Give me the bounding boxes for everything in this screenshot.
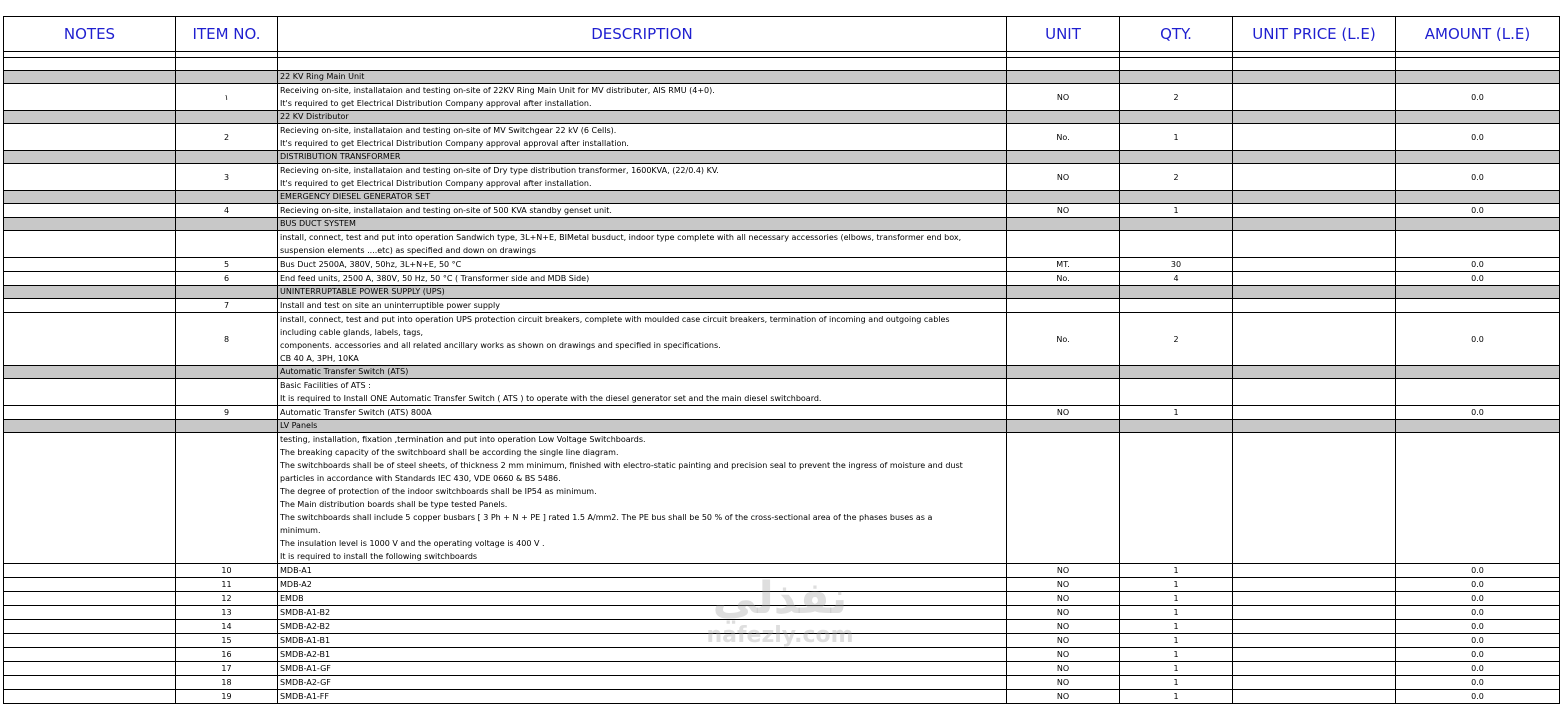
cell-qty: 1 [1120,204,1233,218]
cell-item [176,58,278,71]
cell-unit: No. [1007,313,1120,366]
cell-qty: 2 [1120,313,1233,366]
cell-unit [1007,433,1120,564]
cell-price [1233,71,1396,84]
cell-unit-price [1233,272,1396,286]
table-row [4,592,1560,606]
cell-item [176,420,278,433]
cell-item-no: 2 [176,124,278,151]
cell-item-no: 16 [176,648,278,662]
cell-price [1233,420,1396,433]
cell-amount: 0.0 [1396,204,1560,218]
table-body [4,52,1560,704]
cell-unit [1007,231,1120,258]
cell-item-no: 3 [176,164,278,191]
cell-qty: 1 [1120,406,1233,420]
cell-notes [4,564,176,578]
cell-unit-price [1233,164,1396,191]
description-line: install, connect, test and put into operation Sandwich type, 3L+N+E, BIMetal busduct, indoor type complete with all necessary accessories (elbows, transformer end box, [280,233,962,242]
cell-description [278,620,1007,634]
cell-notes [4,620,176,634]
bill-of-quantities-table [3,16,1560,704]
table-row [4,164,1560,191]
cell-amount: 0.0 [1396,690,1560,704]
cell-description [278,313,1007,366]
cell-notes [4,231,176,258]
cell-unit [1007,379,1120,406]
cell-item [176,111,278,124]
cell-notes [4,433,176,564]
cell-unit-price [1233,433,1396,564]
table-row [4,662,1560,676]
cell-unit-price [1233,690,1396,704]
description-line: The degree of protection of the indoor switchboards shall be IP54 as minimum. [280,487,597,496]
cell-amount [1396,151,1560,164]
description-line: Automatic Transfer Switch (ATS) 800A [280,408,432,417]
cell-unit-price [1233,124,1396,151]
cell-unit [1007,366,1120,379]
cell-item [176,71,278,84]
cell-unit-price [1233,662,1396,676]
cell-notes [4,218,176,231]
cell-description [278,299,1007,313]
cell-unit [1007,111,1120,124]
cell-qty [1120,299,1233,313]
table-row [4,299,1560,313]
header-item-no: ITEM NO. [176,17,278,52]
cell-amount [1396,420,1560,433]
table-row [4,620,1560,634]
cell-notes [4,286,176,299]
cell-price [1233,218,1396,231]
cell-amount [1396,231,1560,258]
cell-amount [1396,299,1560,313]
cell-description [278,662,1007,676]
cell-item-no: 19 [176,690,278,704]
cell-description [278,676,1007,690]
description-line: It is required to install the following switchboards [280,552,478,561]
description-line: minimum. [280,526,321,535]
cell-unit-price [1233,676,1396,690]
cell-unit: NO [1007,620,1120,634]
table-row [4,433,1560,564]
cell-unit: NO [1007,690,1120,704]
cell-item-no: ١ [176,84,278,111]
table-row [4,690,1560,704]
cell-qty: 1 [1120,690,1233,704]
cell-qty: 1 [1120,592,1233,606]
cell-unit [1007,71,1120,84]
cell-notes [4,58,176,71]
cell-unit: NO [1007,634,1120,648]
cell-amount: 0.0 [1396,662,1560,676]
cell-description [278,124,1007,151]
description-line: EMDB [280,594,304,603]
cell-qty [1120,218,1233,231]
description-line: particles in accordance with Standards IEC 430, VDE 0660 & BS 5486. [280,474,561,483]
cell-unit: NO [1007,204,1120,218]
cell-price [1233,366,1396,379]
cell-notes [4,151,176,164]
table-row [4,258,1560,272]
cell-notes [4,648,176,662]
cell-qty [1120,151,1233,164]
table-row [4,676,1560,690]
description-line: It's required to get Electrical Distribution Company approval after installation. [280,179,592,188]
cell-qty: 4 [1120,272,1233,286]
table-row [4,578,1560,592]
cell-unit: No. [1007,272,1120,286]
table-row [4,379,1560,406]
cell-amount [1396,366,1560,379]
cell-description [278,690,1007,704]
cell-qty [1120,231,1233,258]
header-unit-price: UNIT PRICE (L.E) [1233,17,1396,52]
cell-unit: No. [1007,124,1120,151]
cell-description [278,258,1007,272]
cell-qty: 1 [1120,578,1233,592]
section-row [4,111,1560,124]
cell-unit-price [1233,620,1396,634]
cell-item-no: 8 [176,313,278,366]
cell-notes [4,379,176,406]
cell-amount [1396,379,1560,406]
cell-unit: NO [1007,578,1120,592]
cell-unit: NO [1007,592,1120,606]
description-line: testing, installation, fixation ,termination and put into operation Low Voltage Switchboards. [280,435,646,444]
cell-qty: 1 [1120,634,1233,648]
cell-price [1233,191,1396,204]
cell-amount: 0.0 [1396,578,1560,592]
cell-qty [1120,111,1233,124]
description-line: Basic Facilities of ATS : [280,381,371,390]
description-line: It is required to Install ONE Automatic Transfer Switch ( ATS ) to operate with the diesel generator set and the main diesel switchboard. [280,394,822,403]
description-line: The Main distribution boards shall be type tested Panels. [280,500,508,509]
cell-qty: 30 [1120,258,1233,272]
cell-item-no: 14 [176,620,278,634]
description-line: suspension elements ....etc) as specified and down on drawings [280,246,536,255]
cell-qty [1120,379,1233,406]
cell-unit: NO [1007,648,1120,662]
cell-unit [1007,420,1120,433]
cell-amount: 0.0 [1396,564,1560,578]
table-row [4,272,1560,286]
description-line: It's required to get Electrical Distribution Company approval after installation. [280,99,592,108]
cell-item-no: 15 [176,634,278,648]
section-row [4,366,1560,379]
section-title: EMERGENCY DIESEL GENERATOR SET [278,191,1007,204]
cell-description [278,406,1007,420]
cell-price [1233,58,1396,71]
cell-desc [278,58,1007,71]
blank-row [4,58,1560,71]
cell-notes [4,420,176,433]
cell-notes [4,84,176,111]
description-line: The breaking capacity of the switchboard shall be according the single line diagram. [280,448,619,457]
cell-qty: 1 [1120,564,1233,578]
cell-unit-price [1233,406,1396,420]
cell-notes [4,111,176,124]
cell-description [278,578,1007,592]
cell-qty [1120,191,1233,204]
cell-description [278,164,1007,191]
cell-unit-price [1233,606,1396,620]
cell-description [278,204,1007,218]
description-line: components. accessories and all related ancillary works as shown on drawings and specified in specifications. [280,341,721,350]
description-line: SMDB-A1-B1 [280,636,331,645]
cell-qty [1120,420,1233,433]
header-description: DESCRIPTION [278,17,1007,52]
cell-item-no [176,231,278,258]
cell-unit [1007,191,1120,204]
cell-description [278,84,1007,111]
description-line: MDB-A1 [280,566,312,575]
description-line: Recieving on-site, installataion and testing on-site of 500 KVA standby genset unit. [280,206,612,215]
cell-qty [1120,433,1233,564]
cell-amount [1396,286,1560,299]
cell-unit: NO [1007,84,1120,111]
cell-amount [1396,111,1560,124]
description-line: SMDB-A2-GF [280,678,331,687]
cell-amount [1396,433,1560,564]
description-line: It's required to get Electrical Distribution Company approval approval after installation. [280,139,629,148]
cell-unit-price [1233,564,1396,578]
cell-unit-price [1233,299,1396,313]
cell-price [1233,286,1396,299]
table-row [4,648,1560,662]
cell-qty: 1 [1120,124,1233,151]
description-line: End feed units, 2500 A, 380V, 50 Hz, 50 °C ( Transformer side and MDB Side) [280,274,590,283]
section-title: BUS DUCT SYSTEM [278,218,1007,231]
cell-qty: 1 [1120,662,1233,676]
cell-notes [4,191,176,204]
cell-qty: 1 [1120,620,1233,634]
cell-amount: 0.0 [1396,406,1560,420]
cell-notes [4,272,176,286]
cell-description [278,648,1007,662]
cell-description [278,592,1007,606]
cell-notes [4,366,176,379]
cell-item-no: 11 [176,578,278,592]
cell-qty: 1 [1120,648,1233,662]
cell-notes [4,406,176,420]
cell-qty: 2 [1120,84,1233,111]
cell-amount [1396,71,1560,84]
cell-unit: NO [1007,676,1120,690]
description-line: Bus Duct 2500A, 380V, 50hz, 3L+N+E, 50 °C [280,260,462,269]
cell-unit [1007,286,1120,299]
table-row [4,564,1560,578]
cell-amount: 0.0 [1396,272,1560,286]
cell-amount: 0.0 [1396,84,1560,111]
cell-amount: 0.0 [1396,648,1560,662]
cell-unit [1007,299,1120,313]
cell-description [278,634,1007,648]
description-line: SMDB-A2-B2 [280,622,331,631]
cell-description [278,606,1007,620]
cell-amount: 0.0 [1396,313,1560,366]
cell-notes [4,592,176,606]
description-line: Recieving on-site, installataion and testing on-site of MV Switchgear 22 kV (6 Cells). [280,126,617,135]
description-line: Recieving on-site, installataion and testing on-site of Dry type distribution transformer, 1600KVA, (22/0.4) KV. [280,166,719,175]
cell-unit: NO [1007,164,1120,191]
cell-item-no: 7 [176,299,278,313]
section-title: DISTRIBUTION TRANSFORMER [278,151,1007,164]
description-line: The switchboards shall include 5 copper busbars [ 3 Ph + N + PE ] rated 1.5 A/mm2. The PE bus shall be 50 % of the cross-sectional area of the phases buses as a [280,513,933,522]
description-line: SMDB-A1-GF [280,664,331,673]
cell-notes [4,258,176,272]
cell-notes [4,662,176,676]
cell-notes [4,124,176,151]
cell-price [1233,111,1396,124]
cell-item [176,191,278,204]
cell-item-no [176,433,278,564]
cell-unit-price [1233,313,1396,366]
cell-notes [4,299,176,313]
cell-qty [1120,58,1233,71]
cell-description [278,433,1007,564]
cell-amount: 0.0 [1396,634,1560,648]
cell-unit-price [1233,258,1396,272]
cell-unit-price [1233,648,1396,662]
cell-unit-price [1233,204,1396,218]
description-line: MDB-A2 [280,580,312,589]
header-amount: AMOUNT (L.E) [1396,17,1560,52]
cell-item-no: 17 [176,662,278,676]
cell-qty: 2 [1120,164,1233,191]
cell-item-no: 18 [176,676,278,690]
cell-amount [1396,218,1560,231]
cell-unit [1007,151,1120,164]
cell-qty: 1 [1120,676,1233,690]
cell-item-no: 10 [176,564,278,578]
section-title: 22 KV Ring Main Unit [278,71,1007,84]
section-row [4,420,1560,433]
cell-item-no: 4 [176,204,278,218]
header-unit: UNIT [1007,17,1120,52]
description-line: Install and test on site an uninterruptible power supply [280,301,500,310]
cell-unit-price [1233,592,1396,606]
description-line: SMDB-A1-B2 [280,608,331,617]
cell-amount: 0.0 [1396,592,1560,606]
cell-unit [1007,58,1120,71]
cell-item [176,218,278,231]
cell-notes [4,606,176,620]
section-title: LV Panels [278,420,1007,433]
cell-notes [4,164,176,191]
table-row [4,606,1560,620]
cell-item [176,286,278,299]
cell-notes [4,676,176,690]
cell-qty: 1 [1120,606,1233,620]
header-notes: NOTES [4,17,176,52]
description-line: Receiving on-site, installataion and testing on-site of 22KV Ring Main Unit for MV distributer, AIS RMU (4+0). [280,86,715,95]
description-line: SMDB-A1-FF [280,692,329,701]
cell-amount [1396,58,1560,71]
cell-description [278,379,1007,406]
cell-description [278,231,1007,258]
cell-notes [4,634,176,648]
cell-notes [4,204,176,218]
section-row [4,191,1560,204]
cell-unit: NO [1007,606,1120,620]
cell-qty [1120,366,1233,379]
table-row [4,313,1560,366]
section-row [4,218,1560,231]
section-row [4,286,1560,299]
cell-amount: 0.0 [1396,124,1560,151]
table-row [4,84,1560,111]
cell-amount [1396,191,1560,204]
cell-unit [1007,218,1120,231]
cell-notes [4,71,176,84]
section-row [4,151,1560,164]
cell-item [176,151,278,164]
cell-qty [1120,71,1233,84]
header-qty: QTY. [1120,17,1233,52]
cell-notes [4,578,176,592]
cell-item-no: 13 [176,606,278,620]
cell-amount: 0.0 [1396,676,1560,690]
cell-item-no: 6 [176,272,278,286]
cell-description [278,564,1007,578]
watermark-latin: nafezly.com [706,623,854,648]
cell-item-no: 12 [176,592,278,606]
watermark-arabic: نفذلي [712,573,848,624]
section-row [4,71,1560,84]
table-row [4,231,1560,258]
description-line: The switchboards shall be of steel sheets, of thickness 2 mm minimum, finished with electro-static painting and precision seal to prevent the ingress of moisture and dust [280,461,963,470]
cell-unit-price [1233,634,1396,648]
cell-unit: NO [1007,564,1120,578]
cell-description [278,272,1007,286]
description-line: including cable glands, labels, tags, [280,328,424,337]
table-row [4,634,1560,648]
cell-unit: NO [1007,406,1120,420]
table-row [4,124,1560,151]
cell-amount: 0.0 [1396,164,1560,191]
cell-qty [1120,286,1233,299]
table-row [4,406,1560,420]
section-title: UNINTERRUPTABLE POWER SUPPLY (UPS) [278,286,1007,299]
cell-item-no: 9 [176,406,278,420]
section-title: Automatic Transfer Switch (ATS) [278,366,1007,379]
description-line: install, connect, test and put into operation UPS protection circuit breakers, complete with moulded case circuit breakers, termination of incoming and outgoing cables [280,315,950,324]
cell-unit-price [1233,231,1396,258]
cell-unit: MT. [1007,258,1120,272]
cell-notes [4,690,176,704]
cell-amount: 0.0 [1396,620,1560,634]
cell-unit-price [1233,578,1396,592]
description-line: The insulation level is 1000 V and the operating voltage is 400 V . [280,539,545,548]
description-line: CB 40 A, 3PH, 10KA [280,354,359,363]
cell-item-no [176,379,278,406]
cell-unit-price [1233,84,1396,111]
cell-amount: 0.0 [1396,258,1560,272]
header-row [4,17,1560,52]
cell-unit: NO [1007,662,1120,676]
section-title: 22 KV Distributor [278,111,1007,124]
cell-item [176,366,278,379]
cell-amount: 0.0 [1396,606,1560,620]
cell-price [1233,151,1396,164]
table-row [4,204,1560,218]
description-line: SMDB-A2-B1 [280,650,331,659]
cell-unit-price [1233,379,1396,406]
cell-notes [4,313,176,366]
cell-item-no: 5 [176,258,278,272]
